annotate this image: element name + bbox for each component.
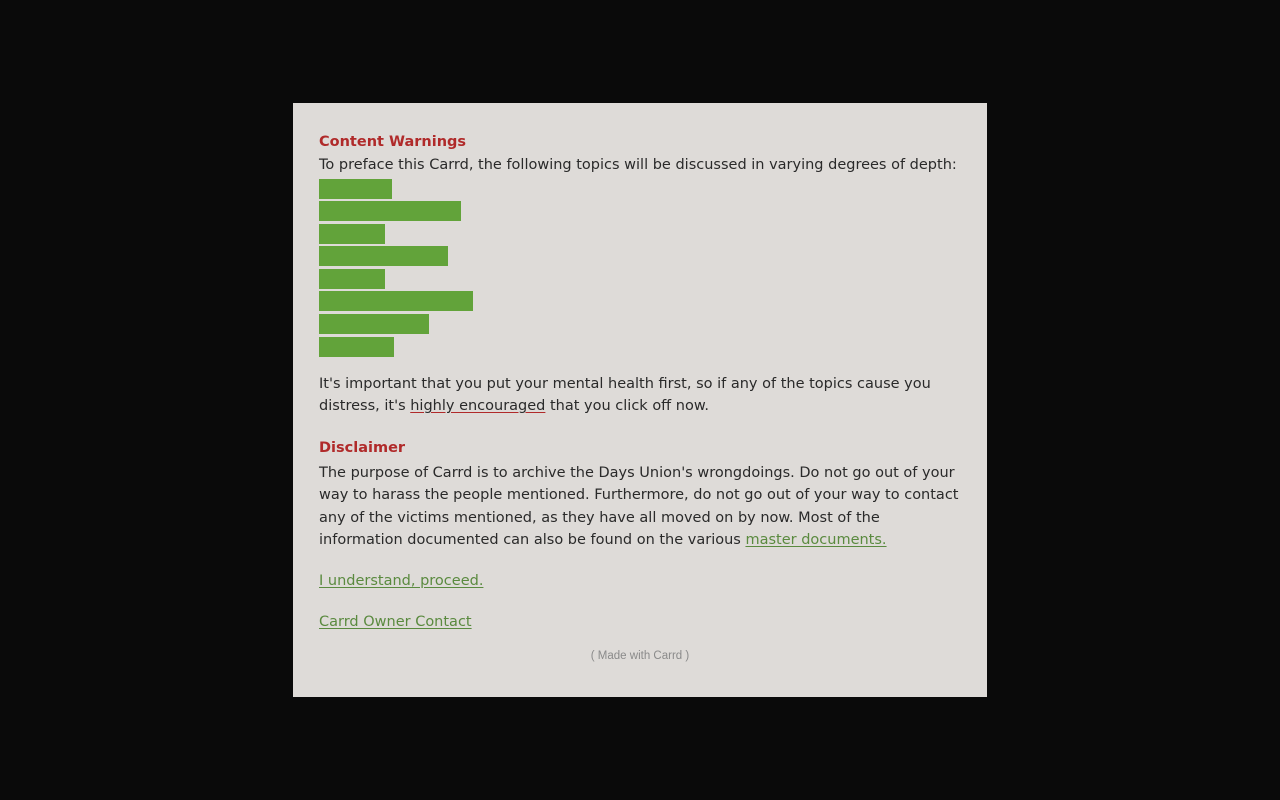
disclaimer-heading: Disclaimer — [319, 439, 406, 456]
owner-contact-link[interactable]: Carrd Owner Contact — [319, 613, 472, 630]
highly-encouraged-link[interactable]: highly encouraged — [410, 398, 546, 415]
content-card — [293, 103, 987, 697]
master-documents-link[interactable]: master documents. — [745, 532, 887, 549]
disclaimer-body: The purpose of Carrd is to archive the Days Union's wrongdoings. Do not go out of your way to harass the people mentioned. Furthermore, do not go out of your way to contact any of the victims mentioned, as they have all moved on by now. Most of the information documented can also be found on the various — [319, 464, 959, 549]
mental-health-text-before: It's important that you put your mental health first, so if any of the topics cause you distress, it's — [319, 375, 931, 415]
spoiler-block[interactable] — [319, 291, 473, 311]
spoiler-block[interactable] — [319, 246, 448, 266]
disclaimer-text — [319, 462, 961, 552]
spoiler-list — [319, 179, 961, 357]
mental-health-text-after: that you click off now. — [545, 398, 709, 415]
spoiler-block[interactable] — [319, 224, 385, 244]
mental-health-notice — [319, 373, 961, 418]
contact-line — [319, 611, 961, 633]
spoiler-block[interactable] — [319, 337, 394, 357]
proceed-link[interactable]: I understand, proceed. — [319, 572, 484, 589]
proceed-line — [319, 570, 961, 592]
made-with-carrd-credit[interactable]: ( Made with Carrd ) — [590, 650, 690, 662]
content-warnings-heading: Content Warnings — [319, 134, 467, 150]
spoiler-block[interactable] — [319, 314, 429, 334]
spoiler-block[interactable] — [319, 201, 461, 221]
content-warnings-intro: To preface this Carrd, the following topics will be discussed in varying degrees of depth: — [319, 157, 957, 173]
spoiler-block[interactable] — [319, 179, 392, 199]
spoiler-block[interactable] — [319, 269, 385, 289]
